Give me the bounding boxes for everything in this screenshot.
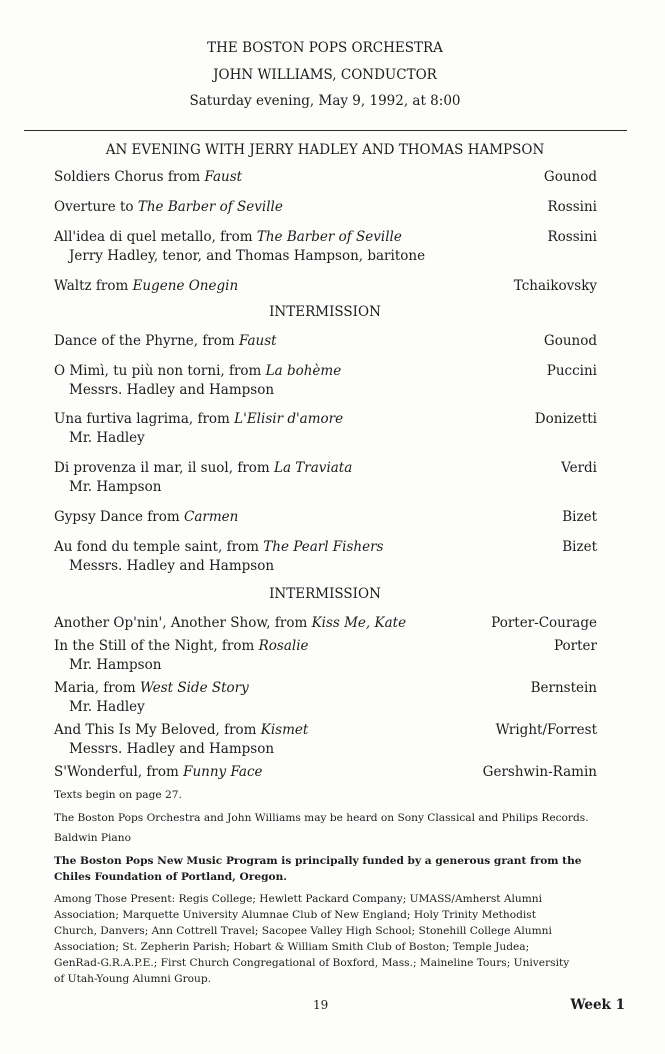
piece-title-text: Gypsy Dance from [54,509,184,525]
present-line: Church, Danvers; Ann Cottrell Travel; Sacopee Valley High School; Stonehill College Alumni [54,925,552,937]
piece-title [54,637,597,656]
date-line: Saturday evening, May 9, 1992, at 8:00 [189,93,461,109]
among-those-present [54,891,614,987]
composer: Rossini [547,229,597,245]
piece-title [54,198,597,217]
piece-title [54,228,597,247]
work-title: La bohème [265,363,342,379]
performers: Messrs. Hadley and Hampson [69,558,275,574]
program-entry [54,228,597,266]
work-title: Kiss Me, Kate [311,615,407,631]
piece-title [54,332,597,351]
composer: Donizetti [534,411,597,427]
intermission-1: INTERMISSION [269,304,381,320]
piece-title-text: Another Op'nin', Another Show, from [54,615,312,631]
page-number: 19 [313,998,329,1012]
composer: Gounod [543,169,597,185]
composer: Tchaikovsky [513,278,597,294]
piece-title-text: And This Is My Beloved, from [54,722,261,738]
piece-title [54,362,597,381]
piece-title [54,538,597,557]
piece-title [54,679,597,698]
program-entry [54,538,597,576]
program-entry [54,410,597,448]
program-entry [54,721,597,759]
present-line: Among Those Present: Regis College; Hewlett Packard Company; UMASS/Amherst Alumni [54,893,542,905]
program-entry [54,763,597,782]
work-title: The Barber of Seville [256,229,402,245]
work-title: West Side Story [139,680,249,696]
composer: Puccini [546,363,597,379]
piece-title-text: In the Still of the Night, from [54,638,259,654]
present-line: GenRad-G.R.A.P.E.; First Church Congregational of Boxford, Mass.; Maineline Tours; University [54,957,570,969]
funding-note [54,853,614,885]
program-entry [54,637,597,675]
orchestra-name: THE BOSTON POPS ORCHESTRA [207,40,443,56]
program-entry [54,198,597,217]
program-entry [54,362,597,400]
program-entry [54,614,597,633]
piece-title-text: Una furtiva lagrima, from [54,411,235,427]
piece-title [54,459,597,478]
composer: Gounod [543,333,597,349]
intermission-2: INTERMISSION [269,586,381,602]
present-line: Association; St. Zepherin Parish; Hobart & William Smith Club of Boston; Temple Judea; [54,941,530,953]
funding-line: Chiles Foundation of Portland, Oregon. [54,871,287,883]
composer: Wright/Forrest [495,722,597,738]
work-title: The Barber of Seville [137,199,283,215]
composer: Bernstein [530,680,597,696]
composer: Gershwin-Ramin [482,764,597,780]
performers: Mr. Hampson [69,479,162,495]
records-note: The Boston Pops Orchestra and John Williams may be heard on Sony Classical and Philips Records. [54,812,589,824]
composer: Porter [554,638,597,654]
work-title: L'Elisir d'amore [234,411,344,427]
week-label: Week 1 [570,997,625,1013]
piece-title-text: Waltz from [54,278,133,294]
performers: Messrs. Hadley and Hampson [69,741,275,757]
piece-title-text: All'idea di quel metallo, from [54,229,257,245]
program-entry [54,459,597,497]
work-title: Rosalie [258,638,309,654]
piece-title [54,508,597,527]
conductor-line: JOHN WILLIAMS, CONDUCTOR [213,67,437,83]
piece-title-text: Di provenza il mar, il suol, from [54,460,274,476]
program-entry [54,277,597,296]
work-title: Carmen [183,509,239,525]
work-title: Faust [239,333,277,349]
program-entry [54,332,597,351]
work-title: Eugene Onegin [132,278,239,294]
work-title: Kismet [260,722,309,738]
performers: Mr. Hadley [69,699,145,715]
piece-title [54,168,597,187]
composer: Bizet [562,539,597,555]
performers: Jerry Hadley, tenor, and Thomas Hampson, baritone [69,248,426,264]
composer: Rossini [547,199,597,215]
piece-title-text: O Mimì, tu più non torni, from [54,363,266,379]
piece-title [54,410,597,429]
performers: Messrs. Hadley and Hampson [69,382,275,398]
piece-title-text: Maria, from [54,680,140,696]
piece-title-text: Soldiers Chorus from [54,169,205,185]
work-title: Faust [204,169,243,185]
composer: Bizet [562,509,597,525]
composer: Verdi [561,460,597,476]
piece-title-text: S'Wonderful, from [54,764,184,780]
present-line: of Utah-Young Alumni Group. [54,973,212,985]
program-entry [54,679,597,717]
work-title: The Pearl Fishers [263,539,384,555]
present-line: Association; Marquette University Alumnae Club of New England; Holy Trinity Methodist [54,909,536,921]
texts-note: Texts begin on page 27. [54,789,182,801]
program-title: AN EVENING WITH JERRY HADLEY AND THOMAS HAMPSON [105,142,545,158]
performers: Mr. Hadley [69,430,145,446]
program-entry [54,508,597,527]
header-rule [24,130,627,131]
work-title: Funny Face [183,764,263,780]
performers: Mr. Hampson [69,657,162,673]
piece-title-text: Dance of the Phyrne, from [54,333,240,349]
work-title: La Traviata [274,460,353,476]
piece-title-text: Au fond du temple saint, from [54,539,264,555]
funding-line: The Boston Pops New Music Program is principally funded by a generous grant from the [54,855,582,867]
piano-note: Baldwin Piano [54,832,131,844]
composer: Porter-Courage [491,615,597,631]
program-entry [54,168,597,187]
piece-title-text: Overture to [54,199,138,215]
